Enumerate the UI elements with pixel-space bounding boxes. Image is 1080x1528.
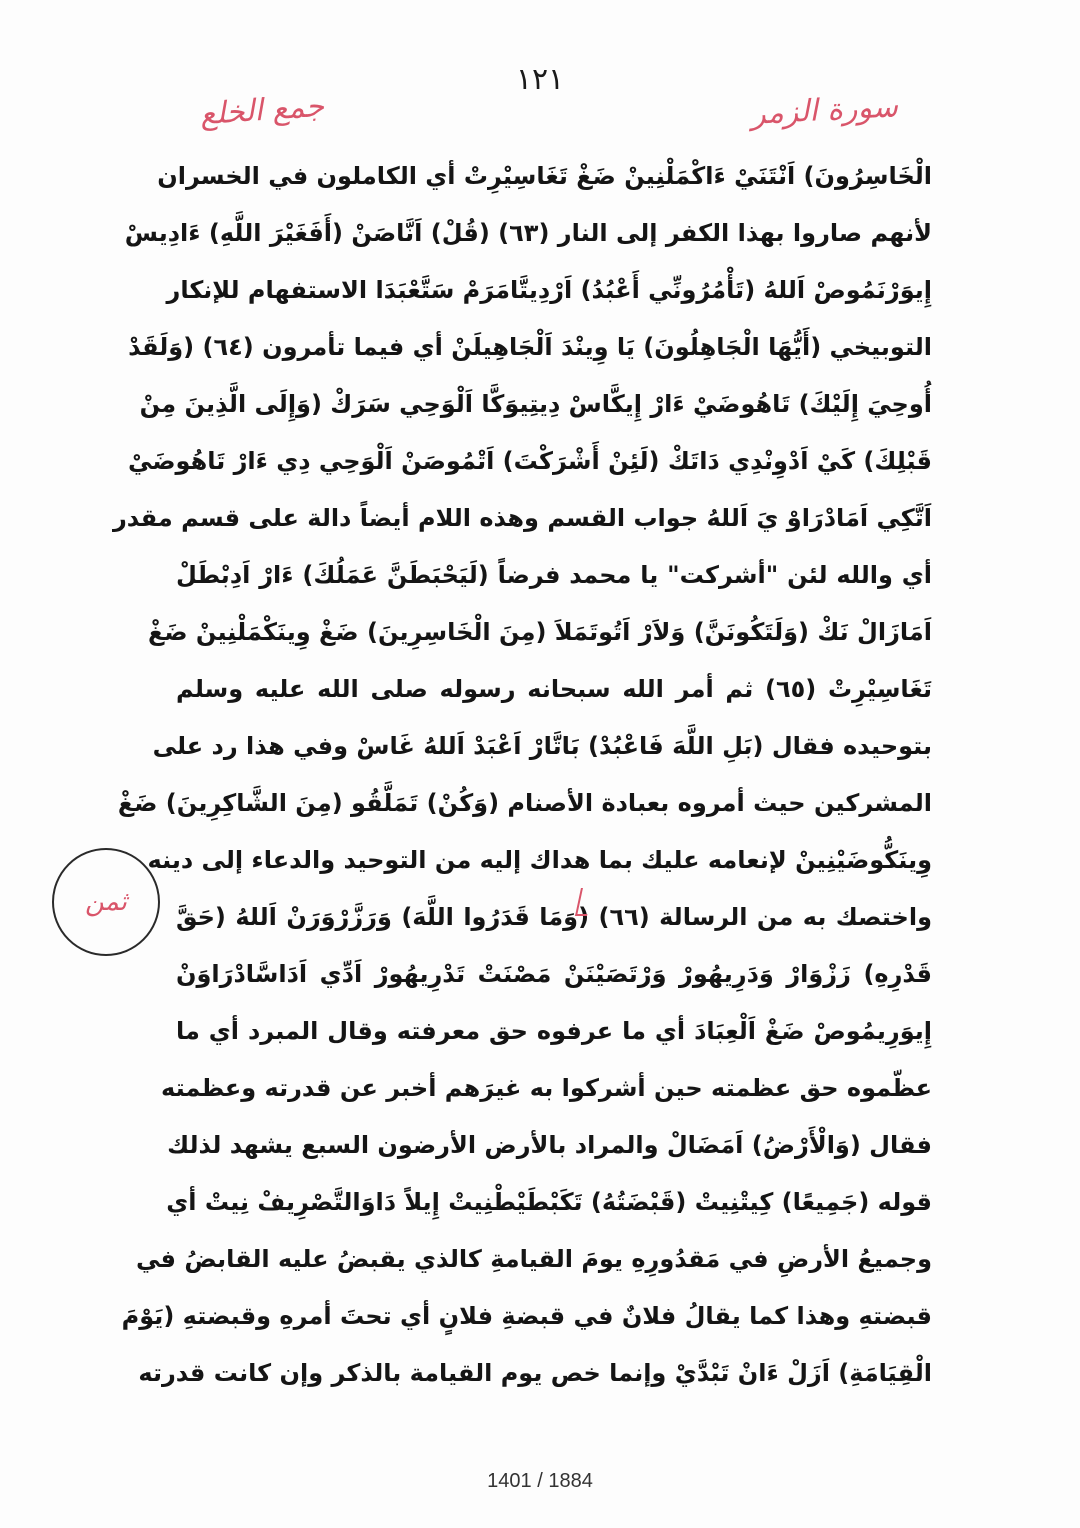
text-line: اَتَّكِي اَمَادْرَاوْ يَ اَللهُ جواب القسم وهذه اللام أيضاً دالة على قسم مقدر — [112, 504, 932, 532]
text-line: إِيوَرِيمُوصْ ضَغْ اَلْعِبَادَ أي ما عرفوه حق معرفته وقال المبرد أي ما — [176, 1017, 932, 1045]
text-line: قوله (جَمِيعًا) كِيتْنِيتْ (قَبْضَتُهُ) تَكَبْطَيْطْنِيتْ إِيلاً دَاوَالتَّصْرِيفْ نِيتْ أي — [166, 1188, 932, 1216]
text-line: أي والله لئن "أشركت" يا محمد فرضاً (لَيَحْبَطَنَّ عَمَلُكَ) ءَارْ اَدِبْطَلْ — [176, 561, 932, 589]
circled-margin-note — [52, 848, 160, 956]
text-line: عظّموه حق عظمته حين أشركوا به غيرَهم أخبر عن قدرته وعظمته — [161, 1074, 932, 1102]
margin-note-top-left: جمع الخلع — [198, 88, 326, 133]
text-line: التوبيخي (أَيُّهَا الْجَاهِلُونَ) يَا وِينْدَ اَلْجَاهِيلَنْ أي فيما تأمرون (٦٤) (وَلَقَدْ — [128, 333, 932, 361]
text-line: المشركين حيث أمروه بعبادة الأصنام (وَكُنْ) تَمَلَّقُو (مِنَ الشَّاكِرِينَ) ضَغْ — [117, 789, 932, 817]
text-line: قَدْرِهِ) زَزْوَارْ وَدَرِيهُورْ وَرْتَصَيْنَنْ مَصْنَتْ تَدْرِيهُورْ اَدِّي اَدَاسَّادْرَاوَنْ — [176, 960, 932, 988]
pagination-indicator: 1401 / 1884 — [487, 1470, 593, 1492]
text-line: لأنهم صاروا بهذا الكفر إلى النار (٦٣) (قُلْ) اَنَّاصَنْ (أَفَغَيْرَ اللَّهِ) ءَادِيسْ — [124, 219, 932, 247]
text-body — [112, 148, 932, 1402]
page-number: ١٢١ — [515, 62, 565, 97]
circled-margin-note-text: ثمن — [84, 887, 128, 917]
text-line: بتوحيده فقال (بَلِ اللَّهَ فَاعْبُدْ) بَاتَّارْ اَعْبَدْ اَللهُ غَاسْ وفي هذا رد على — [152, 732, 932, 760]
text-line: اَمَازَالْ نَكْ (وَلَتَكُونَنَّ) وَلاَرْ اَتُوتَمَلاَ (مِنَ الْخَاسِرِينَ) ضَغْ وِينَكْمَلْنِينْ ضَغْ — [147, 618, 932, 646]
text-line: واختصك به من الرسالة (٦٦) (وَمَا قَدَرُوا اللَّهَ) وَرَزَّرْوَرَنْ اَللهُ (حَقَّ — [176, 903, 932, 931]
margin-note-top-right: سورة الزمر — [750, 89, 899, 132]
text-line: إِيوَرْنَمُوصْ اَللهُ (تَأْمُرُونِّي أَعْبُدُ) اَرْدِيتَّامَرَمْ سَتَّعْبَدَا الاستفهام للإنكار — [166, 276, 932, 304]
text-line: الْقِيَامَةِ) اَزَلْ ءَانْ تَبْدَّيْ وإنما خص يوم القيامة بالذكر وإن كانت قدرته — [138, 1359, 932, 1387]
text-line: فقال (وَالْأَرْضُ) اَمَضَالْ والمراد بالأرض الأرضون السبع يشهد لذلك — [167, 1131, 932, 1159]
text-line: قَبْلِكَ) كَيْ اَدْوِنْدِي دَاتَكْ (لَئِنْ أَشْرَكْتَ) اَتْمُوصَنْ اَلْوَحِي دِي ءَارْ تَاهُوضَيْ — [128, 447, 932, 475]
text-line: قبضتهِ وهذا كما يقالُ فلانٌ في قبضةِ فلانٍ أي تحتَ أمرهِ وقبضتهِ (يَوْمَ — [121, 1302, 932, 1330]
text-line: تَغَاسِيْرِتْ (٦٥) ثم أمر الله سبحانه رسوله صلى الله عليه وسلم — [176, 675, 932, 703]
text-line: وجميعُ الأرضِ في مَقدُورِهِ يومَ القيامةِ كالذي يقبضُ عليه القابضُ في — [135, 1245, 932, 1273]
text-line: الْخَاسِرُونَ) اَنْتَنَيْ ءَاكْمَلْنِينْ ضَغْ تَغَاسِيْرِتْ أي الكاملون في الخسران — [157, 162, 932, 190]
text-line: وِينَكُّوضَيْنِينْ لإنعامه عليك بما هداك إليه من التوحيد والدعاء إلى دينه — [147, 846, 932, 874]
text-line: أُوحِيَ إِلَيْكَ) تَاهُوضَيْ ءَارْ إِيكَّاسْ دِيتِيوَكَّا اَلْوَحِي سَرَكْ (وَإِلَى الَّذِينَ مِنْ — [139, 390, 932, 418]
